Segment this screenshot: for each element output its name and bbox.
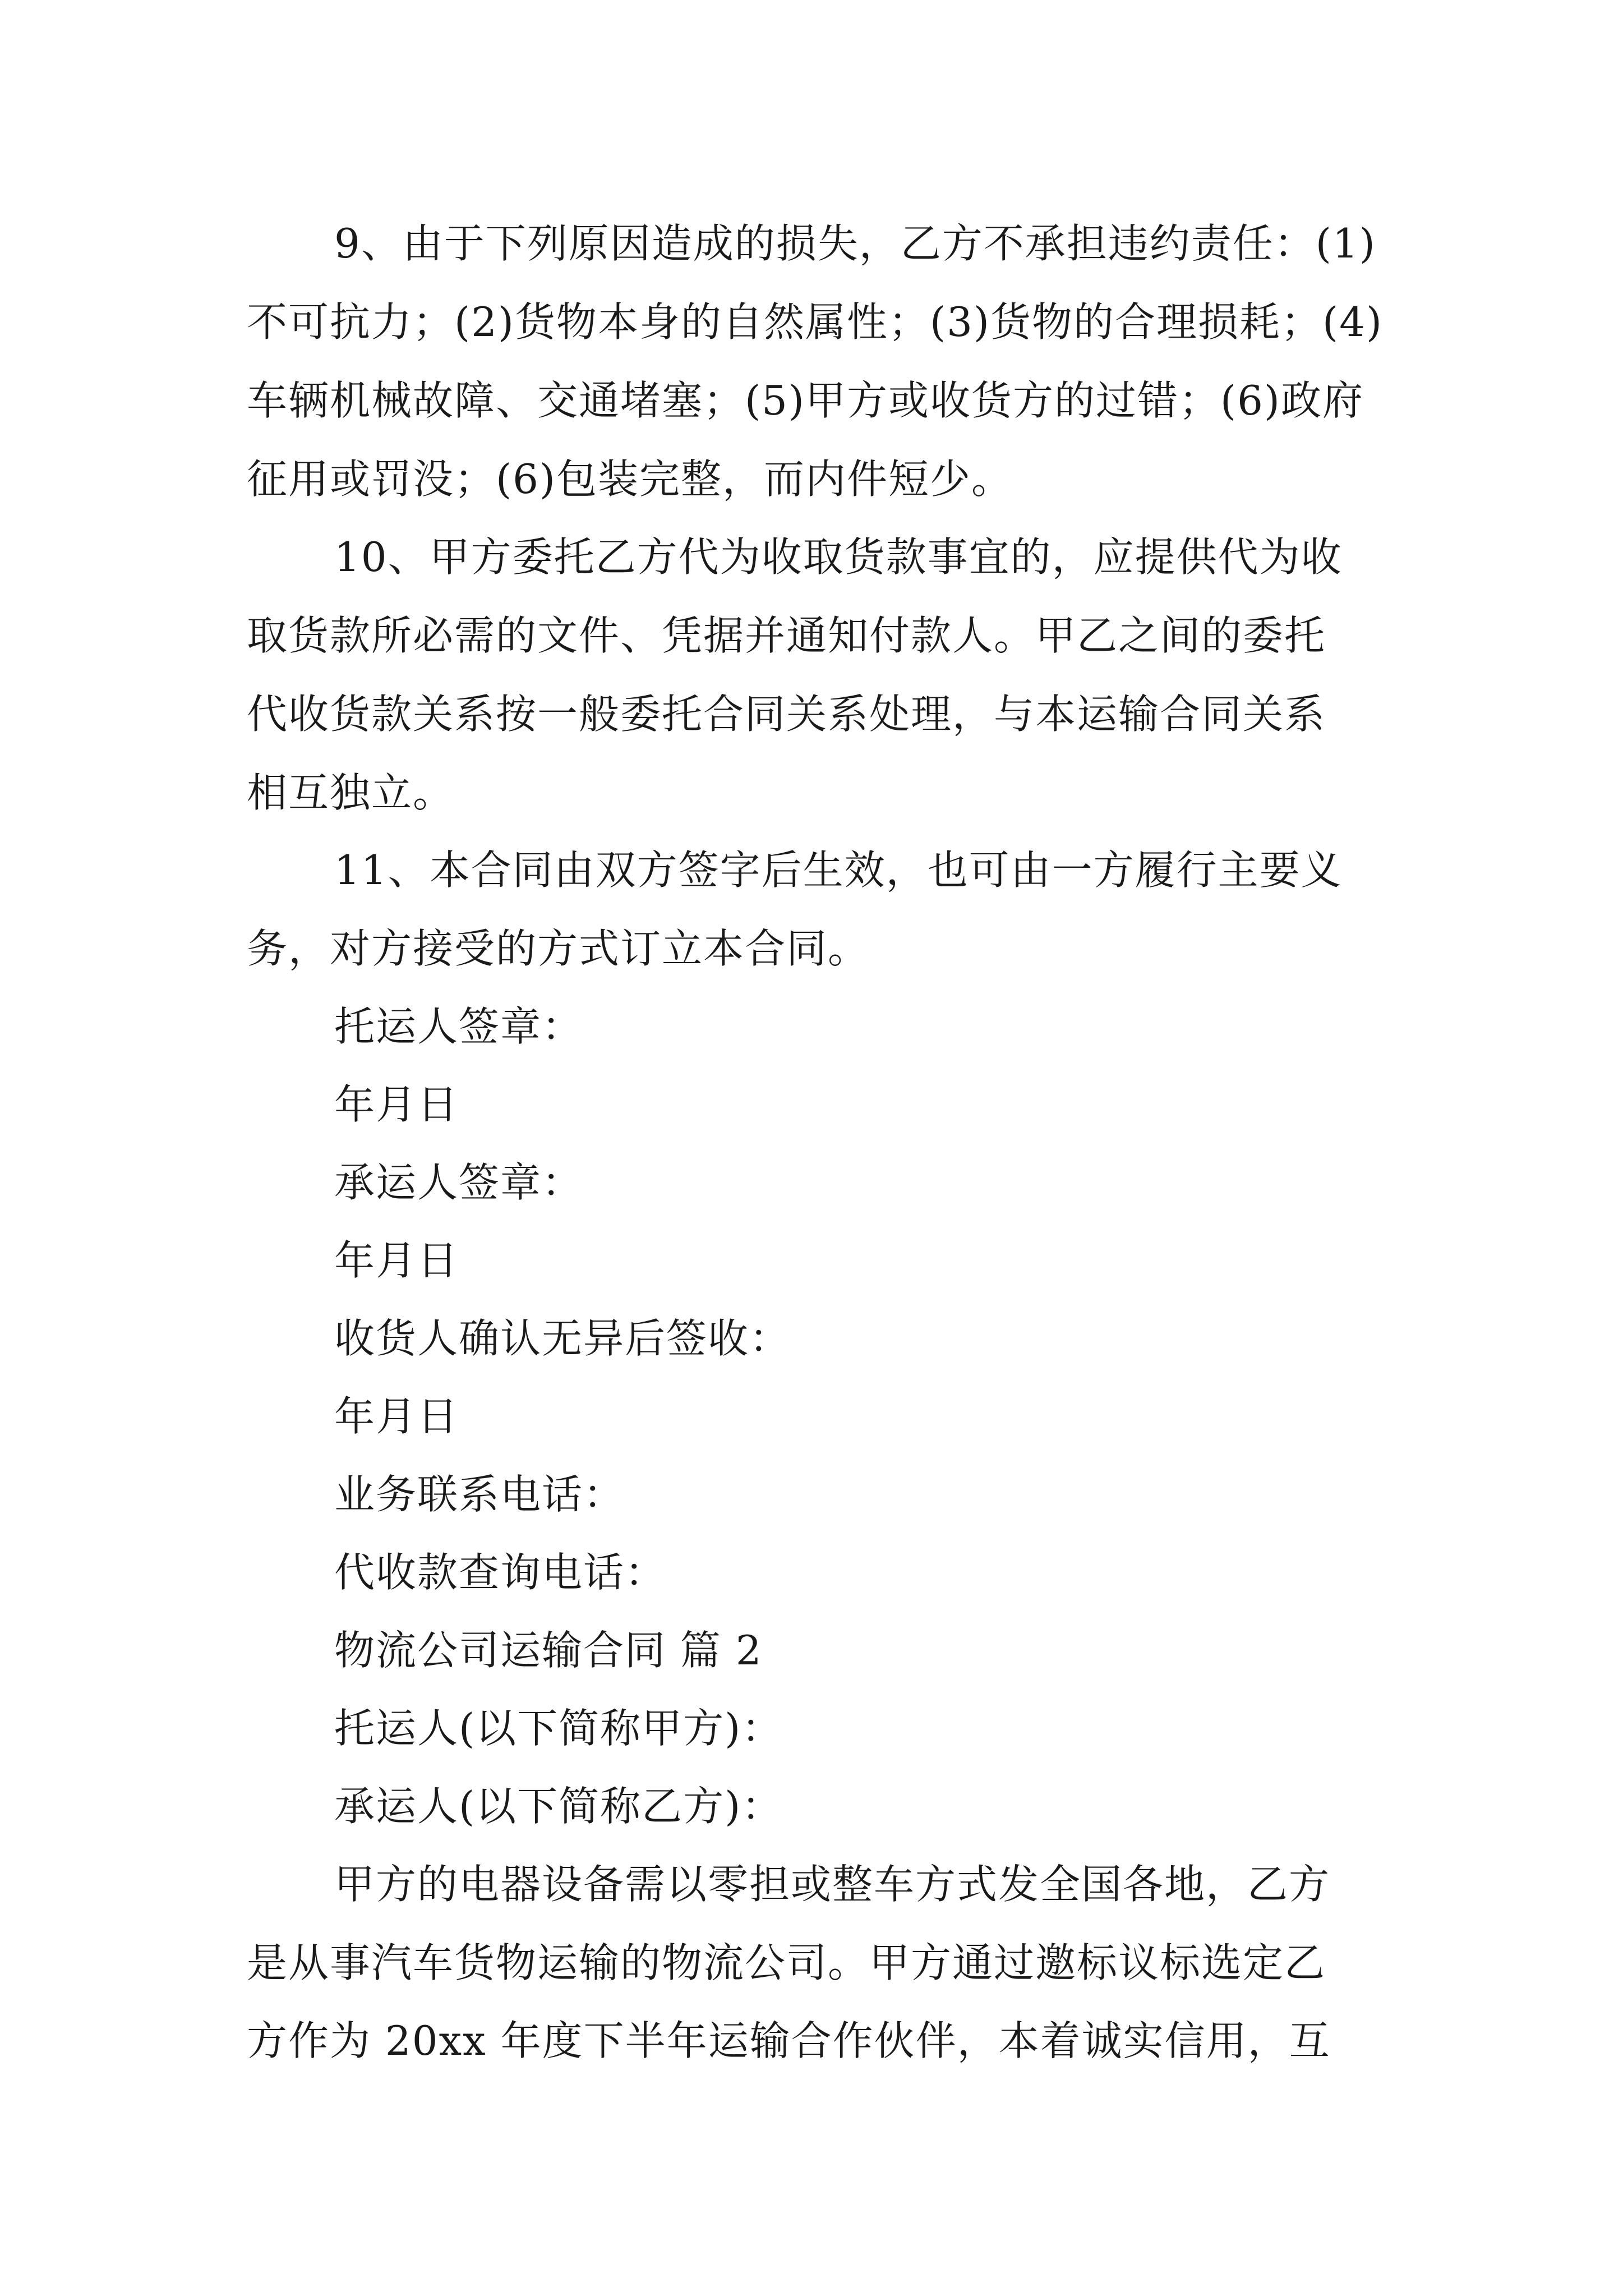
business-phone-label: 业务联系电话： — [334, 1471, 625, 1518]
text-line: 征用或罚没；(6)包装完整，而内件短少。 — [247, 455, 1013, 503]
text-line: 9、由于下列原因造成的损失，乙方不承担违约责任：(1) — [334, 220, 1376, 267]
text-line: 11、本合同由双方签字后生效，也可由一方履行主要义 — [334, 846, 1343, 894]
signature-label-consignee: 收货人确认无异后签收： — [334, 1315, 791, 1362]
text-line: 相互独立。 — [247, 769, 455, 816]
party-a-label: 托运人(以下简称甲方)： — [334, 1705, 783, 1752]
text-line: 是从事汽车货物运输的物流公司。甲方通过邀标议标选定乙 — [247, 1939, 1326, 1986]
text-line: 甲方的电器设备需以零担或整车方式发全国各地，乙方 — [334, 1861, 1331, 1908]
collection-phone-label: 代收款查询电话： — [334, 1549, 667, 1596]
signature-label-carrier: 承运人签章： — [334, 1159, 584, 1206]
date-label: 年月日 — [334, 1081, 459, 1128]
text-line: 10、甲方委托乙方代为收取货款事宜的，应提供代为收 — [334, 533, 1343, 581]
signature-label-shipper: 托运人签章： — [334, 1003, 584, 1050]
text-line: 取货款所必需的文件、凭据并通知付款人。甲乙之间的委托 — [247, 612, 1326, 659]
text-line: 务，对方接受的方式订立本合同。 — [247, 925, 870, 972]
text-line: 车辆机械故障、交通堵塞；(5)甲方或收货方的过错；(6)政府 — [247, 377, 1364, 424]
section-heading: 物流公司运输合同 篇 2 — [334, 1627, 763, 1674]
party-b-label: 承运人(以下简称乙方)： — [334, 1783, 783, 1830]
date-label: 年月日 — [334, 1237, 459, 1284]
date-label: 年月日 — [334, 1393, 459, 1440]
text-line: 代收货款关系按一般委托合同关系处理，与本运输合同关系 — [247, 691, 1326, 738]
text-line: 不可抗力；(2)货物本身的自然属性；(3)货物的合理损耗；(4) — [247, 298, 1383, 346]
text-line: 方作为 20xx 年度下半年运输合作伙伴，本着诚实信用，互 — [247, 2017, 1331, 2064]
